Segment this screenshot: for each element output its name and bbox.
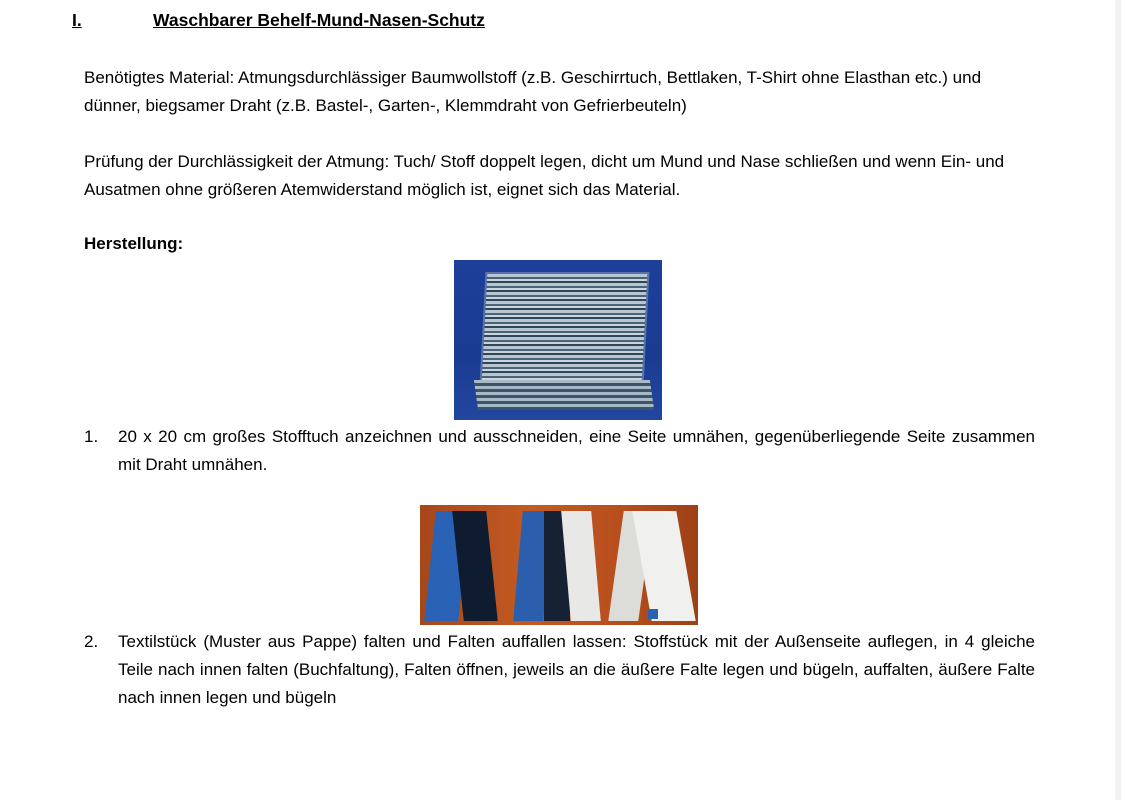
paper-fold-sample-3-back	[632, 511, 695, 621]
folded-paper-samples-photo	[420, 505, 698, 625]
step-number: 2.	[84, 632, 99, 651]
step-number: 1.	[84, 427, 99, 446]
material-paragraph: Benötigtes Material: Atmungsdurchlässiger Baumwollstoff (z.B. Geschirrtuch, Bettlaken, T-Shirt ohne Elasthan etc.) und dünner, biegsamer Draht (z.B. Bastel-, Garten-, Klemmdraht von Gefrierbeuteln)	[84, 68, 982, 115]
page-edge	[1115, 0, 1121, 800]
step-1	[84, 423, 1035, 479]
step-text: Textilstück (Muster aus Pappe) falten und Falten auffallen lassen: Stoffstück mit der Außenseite auflegen, in 4 gleiche Teile nach innen falten (Buchfaltung), Falten öffnen, jeweils an die äußere Falte legen und bügeln, auffalten, äußere Falte nach innen legen und bügeln	[118, 632, 1035, 707]
section-number: I.	[72, 10, 82, 30]
breathability-test-paragraph: Prüfung der Durchlässigkeit der Atmung: Tuch/ Stoff doppelt legen, dicht um Mund und Nase schließen und wenn Ein- und Ausatmen ohne größeren Atemwiderstand möglich ist, eignet sich das Material.	[84, 152, 1005, 199]
paper-fold-sample-3-corner	[648, 609, 658, 619]
step-2	[84, 628, 1035, 712]
production-heading: Herstellung:	[84, 234, 184, 253]
striped-cloth-photo	[454, 260, 662, 420]
section-title: Waschbarer Behelf-Mund-Nasen-Schutz	[153, 10, 485, 30]
step-text: 20 x 20 cm großes Stofftuch anzeichnen und ausschneiden, eine Seite umnähen, gegenüberliegende Seite zusammen mit Draht umnähen.	[118, 427, 1035, 474]
cloth-fold-edge	[474, 380, 654, 410]
